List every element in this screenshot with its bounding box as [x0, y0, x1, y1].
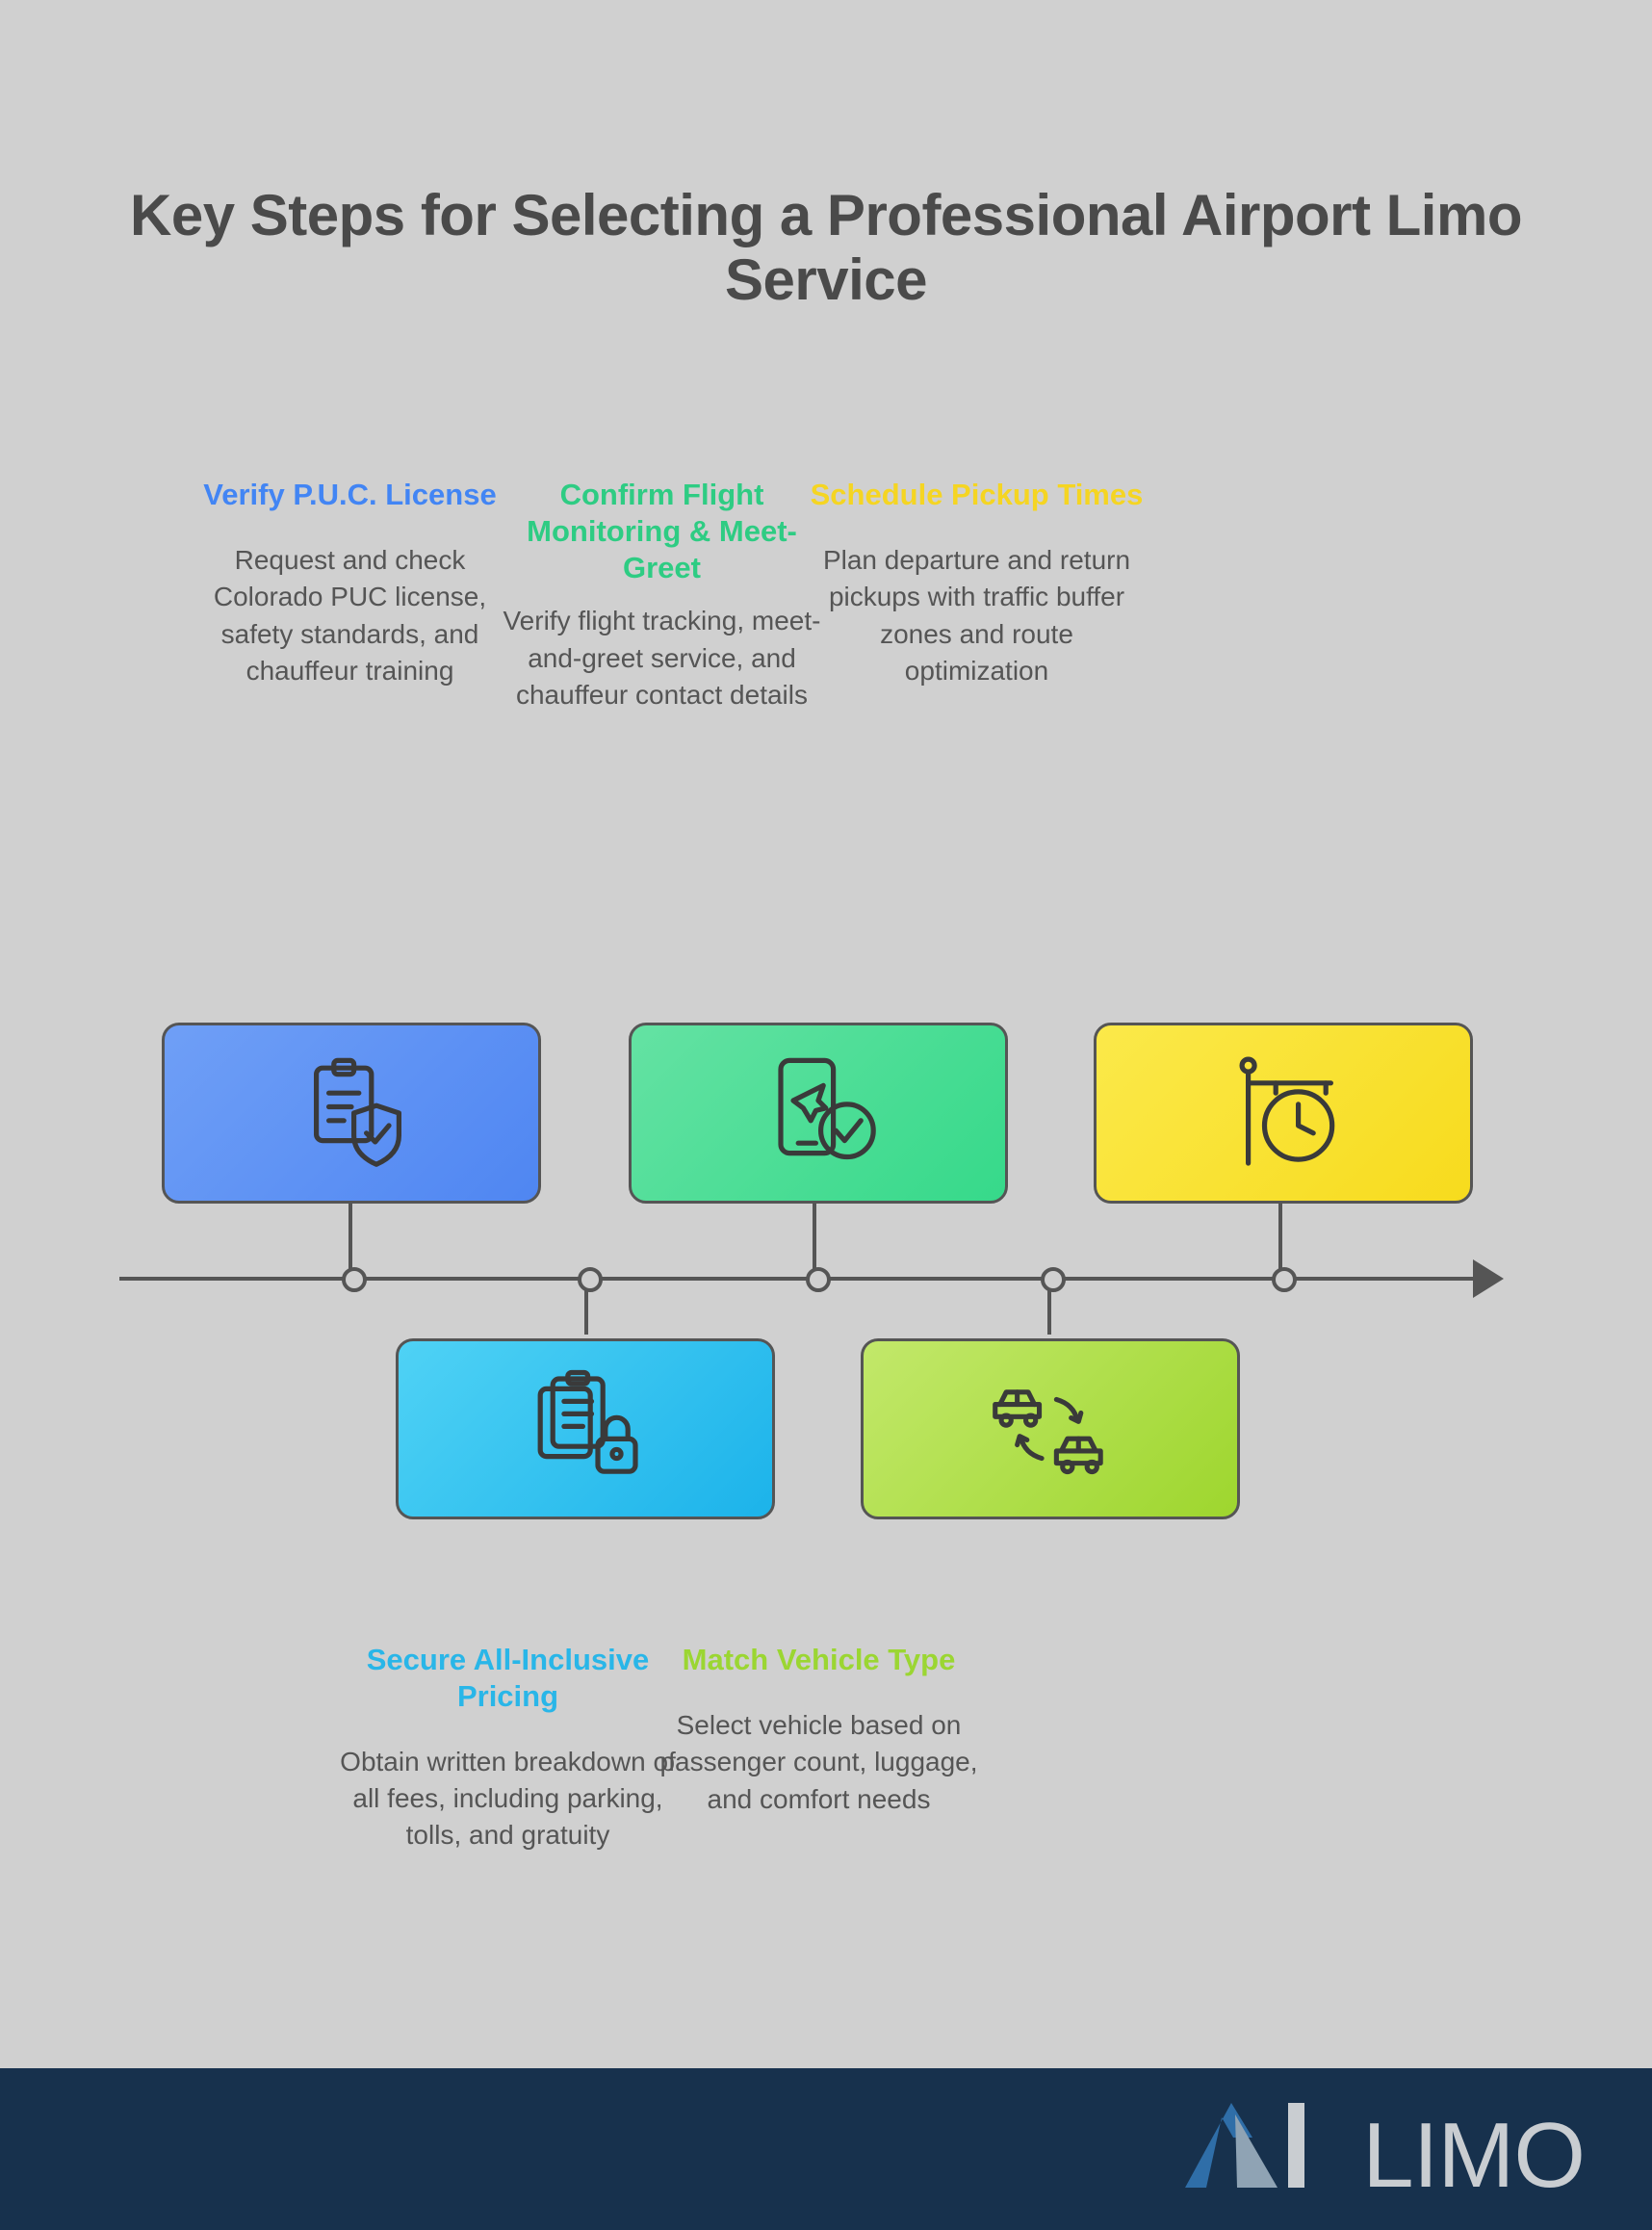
step-column-4 — [337, 1642, 679, 1854]
step-2-heading: Confirm Flight Monitoring & Meet-Greet — [527, 478, 797, 584]
timeline-node-5 — [1272, 1267, 1297, 1292]
step-1-icon-card — [162, 1023, 541, 1204]
step-2-icon-card — [629, 1023, 1008, 1204]
step-column-1 — [179, 477, 521, 689]
timeline-node-1 — [342, 1267, 367, 1292]
timeline-node-4 — [1041, 1267, 1066, 1292]
timeline-arrowhead — [1473, 1259, 1504, 1298]
timeline-node-3 — [806, 1267, 831, 1292]
brand-logo — [1177, 2093, 1585, 2217]
step-5-body: Select vehicle based on passenger count, luggage, and comfort needs — [659, 1709, 978, 1814]
step-3-icon-card — [1094, 1023, 1473, 1204]
step-1-heading: Verify P.U.C. License — [203, 478, 497, 511]
step-column-2 — [491, 477, 833, 714]
two-cars-swap-icon — [983, 1366, 1118, 1491]
step-3-body: Plan departure and return pickups with traffic buffer zones and route optimization — [822, 544, 1131, 686]
logo-wordmark: LIMO — [1362, 2103, 1585, 2207]
footer-bar — [0, 2068, 1652, 2230]
document-lock-icon — [523, 1366, 648, 1491]
page-title: Key Steps for Selecting a Professional Airport Limo Service — [130, 183, 1522, 313]
clipboard-shield-icon — [289, 1050, 414, 1176]
step-column-5 — [648, 1642, 990, 1818]
step-4-body: Obtain written breakdown of all fees, including parking, tolls, and gratuity — [340, 1746, 676, 1851]
step-3-heading: Schedule Pickup Times — [810, 478, 1144, 511]
hanging-clock-sign-icon — [1221, 1050, 1346, 1176]
step-4-icon-card — [396, 1338, 775, 1519]
logo-a-mark — [1177, 2093, 1360, 2217]
step-1-body: Request and check Colorado PUC license, safety standards, and chauffeur training — [213, 544, 487, 686]
step-5-heading: Match Vehicle Type — [682, 1643, 956, 1676]
phone-flight-check-icon — [756, 1050, 881, 1176]
step-2-body: Verify flight tracking, meet-and-greet service, and chauffeur contact details — [503, 606, 821, 711]
step-4-heading: Secure All-Inclusive Pricing — [366, 1643, 650, 1713]
timeline-node-2 — [578, 1267, 603, 1292]
step-5-icon-card — [861, 1338, 1240, 1519]
step-column-3 — [806, 477, 1148, 689]
